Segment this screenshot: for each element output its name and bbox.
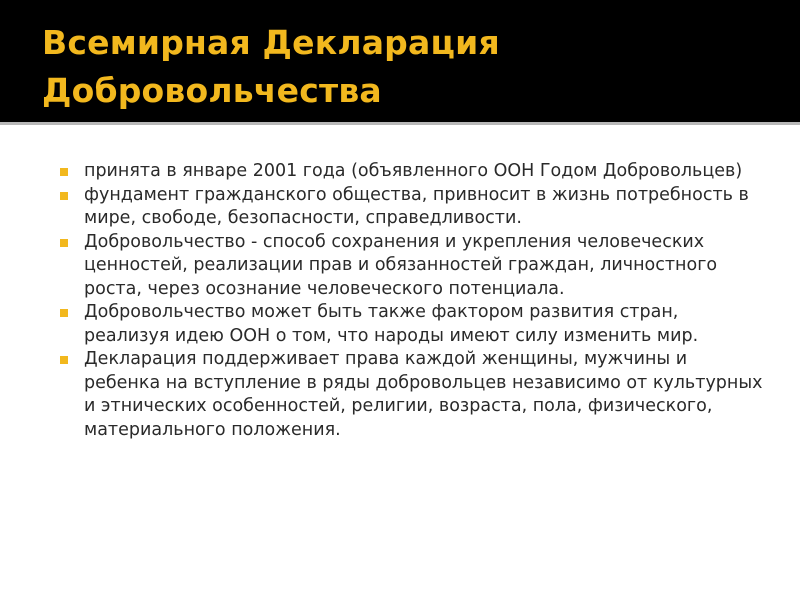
bullet-item: [60, 231, 765, 302]
bullet-text: фундамент гражданского общества, привносит в жизнь потребность в мире, свободе, безопасности, справедливости.: [84, 184, 749, 228]
bullet-list: [60, 160, 765, 442]
title-bar: [0, 0, 800, 125]
bullet-item: [60, 301, 765, 348]
square-bullet-icon: [60, 192, 68, 200]
bullet-item: [60, 184, 765, 231]
slide-title: Всемирная Декларация Добровольчества: [42, 23, 500, 110]
bullet-item: [60, 348, 765, 442]
bullet-text: Декларация поддерживает права каждой женщины, мужчины и ребенка на вступление в ряды добровольцев независимо от культурных и этнических особенностей, религии, возраста, пола, физического, материального положения.: [84, 349, 763, 440]
square-bullet-icon: [60, 168, 68, 176]
square-bullet-icon: [60, 309, 68, 317]
square-bullet-icon: [60, 356, 68, 364]
bullet-text: Добровольчество - способ сохранения и укрепления человеческих ценностей, реализации прав и обязанностей граждан, личностного роста, через осознание человеческого потенциала.: [84, 231, 718, 299]
bullet-text: Добровольчество может быть также фактором развития стран, реализуя идею ООН о том, что народы имеют силу изменить мир.: [84, 302, 699, 346]
bullet-text: принята в январе 2001 года (объявленного ООН Годом Добровольцев): [84, 161, 743, 181]
square-bullet-icon: [60, 239, 68, 247]
bullet-item: [60, 160, 765, 184]
